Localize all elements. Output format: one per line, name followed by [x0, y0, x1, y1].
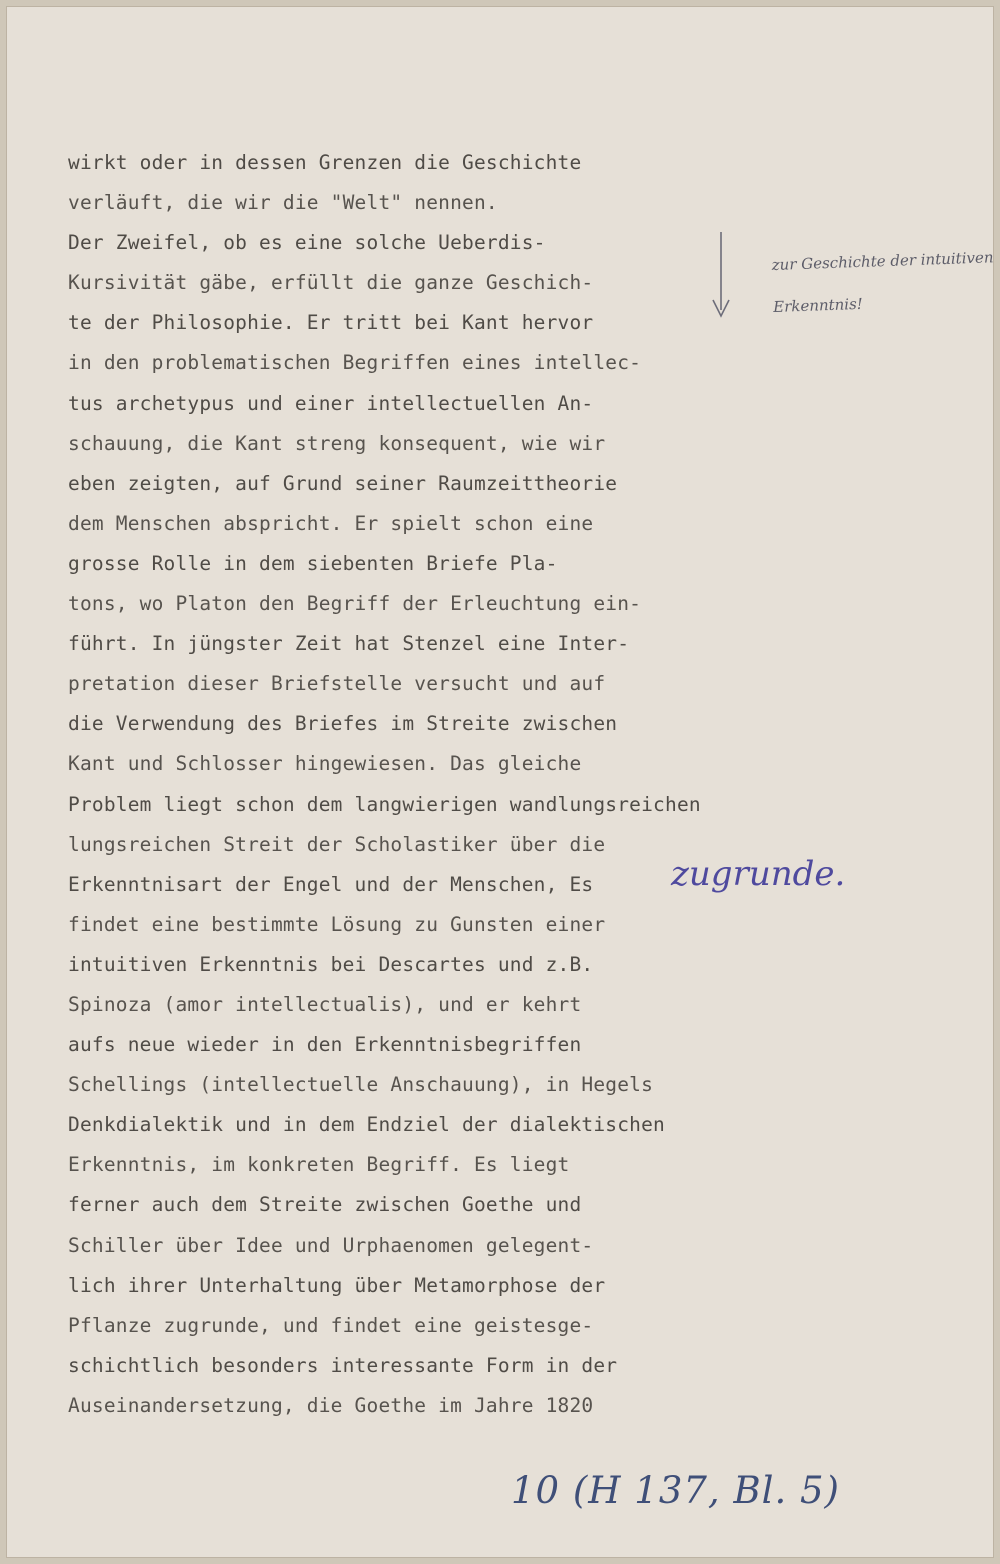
- text-line: tus archetypus und einer intellectuellen An-: [68, 391, 594, 415]
- text-line: Auseinandersetzung, die Goethe im Jahre 1820: [68, 1393, 594, 1417]
- folio-number: 10 (H 137, Bl. 5): [511, 1469, 840, 1512]
- text-line: die Verwendung des Briefes im Streite zwischen: [68, 712, 618, 736]
- text-line: pretation dieser Briefstelle versucht und auf: [68, 672, 606, 696]
- text-line: Problem liegt schon dem langwierigen wandlungsreichen: [68, 792, 701, 816]
- text-line: dem Menschen abspricht. Er spielt schon eine: [68, 511, 594, 535]
- text-line: te der Philosophie. Er tritt bei Kant hervor: [68, 311, 594, 335]
- text-line: Pflanze zugrunde, und findet eine geistesge-: [68, 1313, 594, 1337]
- text-line: Kant und Schlosser hingewiesen. Das gleiche: [68, 752, 582, 776]
- text-line: in den problematischen Begriffen eines intellec-: [68, 351, 642, 375]
- text-line: führt. In jüngster Zeit hat Stenzel eine Inter-: [68, 632, 630, 656]
- text-line: verläuft, die wir die "Welt" nennen.: [68, 191, 498, 215]
- text-line: Spinoza (amor intellectualis), und er kehrt: [68, 992, 582, 1016]
- text-line: Kursivität gäbe, erfüllt die ganze Geschich-: [68, 271, 594, 295]
- text-line: tons, wo Platon den Begriff der Erleuchtung ein-: [68, 592, 642, 616]
- text-line: findet eine bestimmte Lösung zu Gunsten einer: [68, 912, 606, 936]
- text-line: aufs neue wieder in den Erkenntnisbegriffen: [68, 1033, 582, 1057]
- text-line: schichtlich besonders interessante Form in der: [68, 1353, 618, 1377]
- text-line: wirkt oder in dessen Grenzen die Geschichte: [68, 151, 582, 174]
- text-line: lungsreichen Streit der Scholastiker über die: [68, 832, 606, 856]
- text-line: intuitiven Erkenntnis bei Descartes und z.B.: [68, 952, 594, 976]
- text-line: Erkenntnisart der Engel und der Menschen, Es: [68, 872, 594, 896]
- manuscript-page: [6, 6, 994, 1558]
- typescript-text: [68, 143, 748, 1426]
- margin-note: zur Geschichte der intuitiven Erkenntnis!: [771, 248, 994, 316]
- margin-arrow-icon: [709, 228, 733, 326]
- text-line: schauung, die Kant streng konsequent, wie wir: [68, 431, 606, 455]
- margin-correction: zugrunde.: [671, 854, 846, 894]
- text-line: Denkdialektik und in dem Endziel der dialektischen: [68, 1113, 665, 1137]
- text-line: Schiller über Idee und Urphaenomen gelegent-: [68, 1233, 594, 1257]
- text-line: Erkenntnis, im konkreten Begriff. Es liegt: [68, 1153, 570, 1177]
- text-line: lich ihrer Unterhaltung über Metamorphose der: [68, 1273, 606, 1297]
- text-line: Der Zweifel, ob es eine solche Ueberdis-: [68, 231, 546, 255]
- text-line: ferner auch dem Streite zwischen Goethe und: [68, 1193, 582, 1217]
- text-line: grosse Rolle in dem siebenten Briefe Pla-: [68, 551, 558, 575]
- text-line: eben zeigten, auf Grund seiner Raumzeittheorie: [68, 471, 618, 495]
- text-line: Schellings (intellectuelle Anschauung), in Hegels: [68, 1073, 654, 1097]
